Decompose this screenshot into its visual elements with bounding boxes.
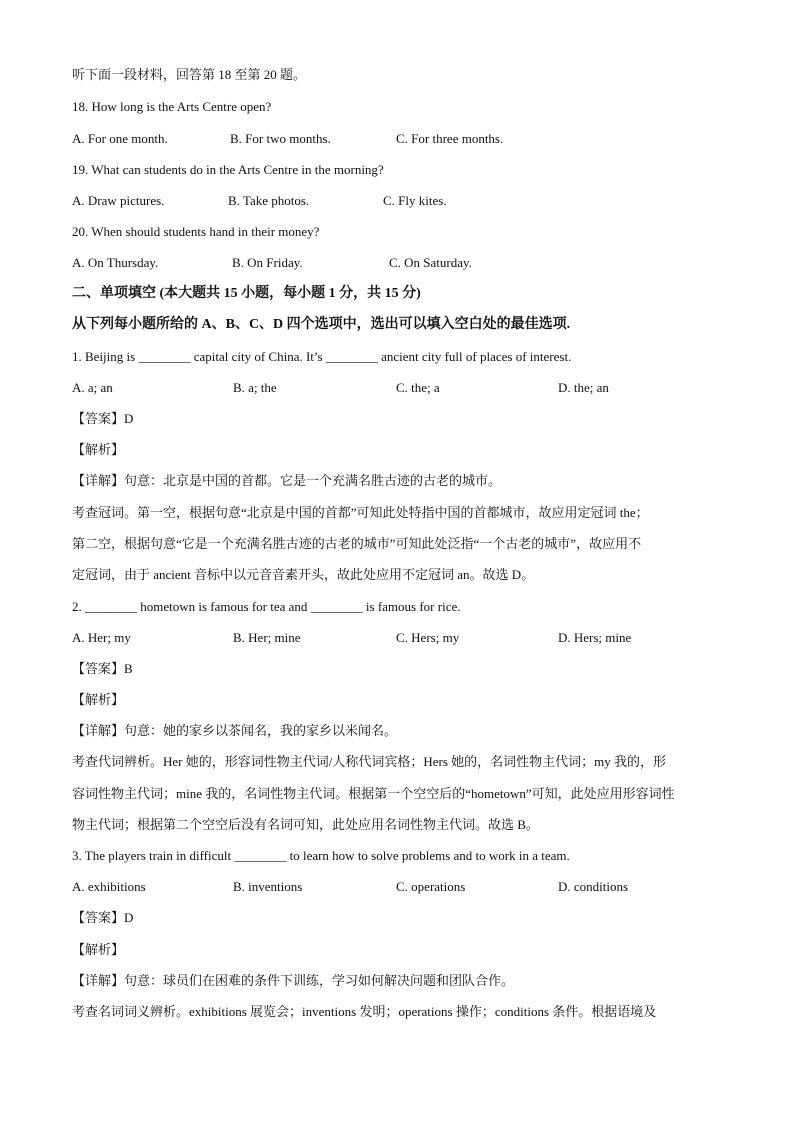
item-1-explain-line: 第二空，根据句意“它是一个充满名胜古迹的古老的城市”可知此处泛指“一个古老的城市”，故应用不 (72, 536, 642, 551)
item-1-answer: 【答案】D (72, 411, 134, 426)
item-3-option-a: A. exhibitions (72, 879, 146, 894)
question-19-option-b: B. Take photos. (228, 193, 310, 208)
item-2-option-a: A. Her; my (72, 630, 131, 645)
section-heading: 二、单项填空 (本大题共 15 小题，每小题 1 分，共 15 分) (72, 286, 421, 301)
section-instruction: 从下列每小题所给的 A、B、C、D 四个选项中，选出可以填入空白处的最佳选项. (72, 317, 571, 332)
item-1-detail: 【详解】句意：北京是中国的首都。它是一个充满名胜古迹的古老的城市。 (72, 473, 502, 488)
item-2-explain-line: 容词性物主代词；mine 我的，名词性物主代词。根据第一个空空后的“hometown”可知，此处应用形容词性 (72, 786, 675, 801)
item-2-option-b: B. Her; mine (233, 630, 301, 645)
question-20-stem: 20. When should students hand in their money? (72, 224, 320, 239)
item-1-option-b: B. a; the (233, 380, 277, 395)
item-2-option-d: D. Hers; mine (558, 630, 632, 645)
question-20-option-b: B. On Friday. (232, 255, 303, 270)
item-2-option-c: C. Hers; my (396, 630, 460, 645)
item-2-detail: 【详解】句意：她的家乡以茶闻名，我的家乡以米闻名。 (72, 723, 398, 738)
question-19-option-a: A. Draw pictures. (72, 193, 165, 208)
item-3-answer: 【答案】D (72, 910, 134, 925)
item-3-analysis-label: 【解析】 (72, 942, 125, 957)
item-1-option-c: C. the; a (396, 380, 440, 395)
item-3-stem: 3. The players train in difficult ________ to learn how to solve problems and to work in a team. (72, 848, 570, 863)
item-2-explain-line: 物主代词；根据第二个空空后没有名词可知，此处应用名词性物主代词。故选 B。 (72, 817, 539, 832)
item-2-analysis-label: 【解析】 (72, 692, 125, 707)
item-2-stem: 2. ________ hometown is famous for tea and ________ is famous for rice. (72, 599, 461, 614)
question-20-option-c: C. On Saturday. (389, 255, 472, 270)
item-3-detail: 【详解】句意：球员们在困难的条件下训练，学习如何解决问题和团队合作。 (72, 973, 515, 988)
question-20-option-a: A. On Thursday. (72, 255, 159, 270)
item-2-answer: 【答案】B (72, 661, 133, 676)
listening-intro: 听下面一段材料，回答第 18 至第 20 题。 (72, 67, 307, 82)
item-3-explain-line: 考查名词词义辨析。exhibitions 展览会；inventions 发明；operations 操作；conditions 条件。根据语境及 (72, 1004, 657, 1019)
item-1-analysis-label: 【解析】 (72, 442, 125, 457)
item-1-explain-line: 定冠词，由于 ancient 音标中以元音音素开头，故此处应用不定冠词 an。故选 D。 (72, 567, 535, 582)
item-3-option-d: D. conditions (558, 879, 629, 894)
question-18-option-a: A. For one month. (72, 131, 168, 146)
item-1-option-a: A. a; an (72, 380, 113, 395)
item-3-option-b: B. inventions (233, 879, 303, 894)
item-3-option-c: C. operations (396, 879, 466, 894)
question-18-option-c: C. For three months. (396, 131, 504, 146)
item-2-explain-line: 考查代词辨析。Her 她的，形容词性物主代词/人称代词宾格；Hers 她的，名词性物主代词；my 我的，形 (72, 754, 667, 769)
item-1-option-d: D. the; an (558, 380, 609, 395)
question-19-stem: 19. What can students do in the Arts Centre in the morning? (72, 162, 384, 177)
question-18-option-b: B. For two months. (230, 131, 331, 146)
item-1-explain-line: 考查冠词。第一空，根据句意“北京是中国的首都”可知此处特指中国的首都城市，故应用定冠词 the； (72, 505, 649, 520)
question-18-stem: 18. How long is the Arts Centre open? (72, 99, 272, 114)
item-1-stem: 1. Beijing is ________ capital city of China. It’s ________ ancient city full of places of interest. (72, 349, 572, 364)
question-19-option-c: C. Fly kites. (383, 193, 447, 208)
